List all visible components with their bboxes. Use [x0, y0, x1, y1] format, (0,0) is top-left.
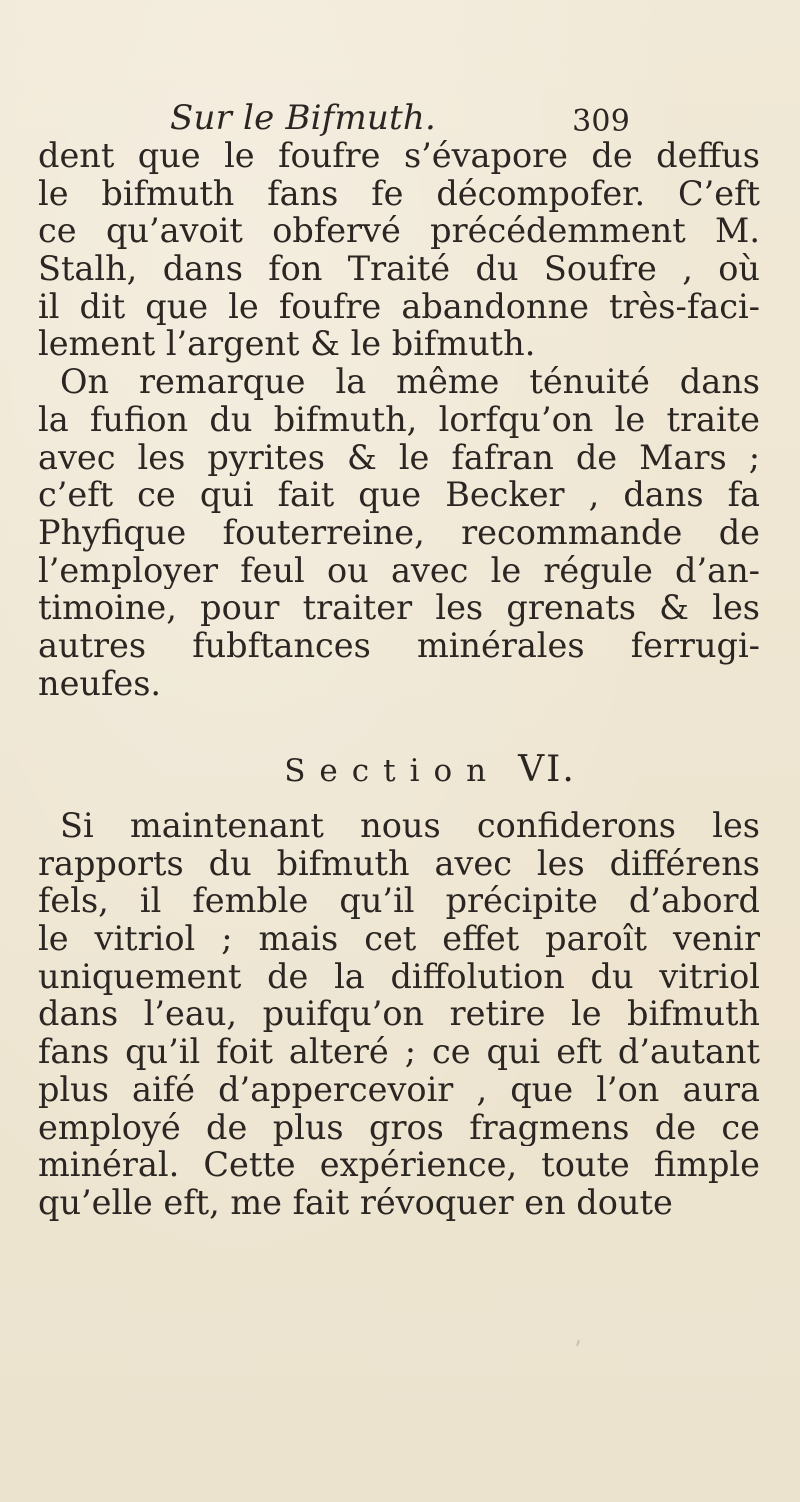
text-block-bottom [38, 807, 760, 1222]
text-line: dent que le foufre s’évapore de deffus [38, 137, 760, 175]
text-line: c’eft ce qui fait que Becker , dans fa [38, 476, 760, 514]
text-line: avec les pyrites & le fafran de Mars ; [38, 438, 760, 477]
text-line: il dit que le foufre abandonne très-faci- [38, 287, 760, 326]
text-line: fels, il femble qu’il précipite d’abord [38, 882, 760, 921]
text-line: rapports du bifmuth avec les différens [38, 844, 760, 883]
text-line: Phyfique fouterreine, recommande de [38, 513, 760, 552]
text-line: autres fubftances minérales ferrugi- [38, 626, 760, 665]
text-line: plus aifé d’appercevoir , que l’on aura [38, 1070, 760, 1109]
page-number: 309 [572, 104, 630, 139]
text-line: On remarque la même ténuité dans [60, 363, 760, 401]
text-line: timoine, pour traiter les grenats & les [38, 589, 760, 627]
text-line: ce qu’avoit obfervé précédemment M. [38, 212, 760, 251]
running-head [170, 98, 630, 138]
text-line: Si maintenant nous confiderons les [60, 807, 760, 845]
section-number: VI. [518, 749, 576, 790]
section-heading [0, 748, 800, 792]
text-line: neufes. [38, 664, 162, 703]
text-line: lement l’argent & le bifmuth. [38, 325, 536, 364]
text-line: minéral. Cette expérience, toute fimple [38, 1146, 760, 1184]
text-line: uniquement de la diffolution du vitriol [38, 957, 760, 996]
text-line: dans l’eau, puifqu’on retire le bifmuth [38, 995, 760, 1034]
text-block-top [38, 137, 760, 702]
text-line: le vitriol ; mais cet effet paroît venir [38, 920, 760, 958]
paragraph-2 [38, 363, 760, 702]
text-line: employé de plus gros fragmens de ce [38, 1108, 760, 1147]
text-line: qu’elle eft, me fait révoquer en doute [38, 1183, 673, 1222]
running-title: Sur le Bifmuth. [170, 98, 437, 138]
paragraph-3 [38, 807, 760, 1222]
text-line: le bifmuth fans fe décompofer. C’eft [38, 174, 760, 213]
text-line: Stalh, dans fon Traité du Soufre , où [38, 250, 760, 288]
text-line: l’employer feul ou avec le régule d’an- [38, 551, 760, 590]
paper-speck [576, 1340, 580, 1346]
paragraph-1 [38, 137, 760, 363]
text-line: la fufion du bifmuth, lorfqu’on le traite [38, 400, 760, 439]
text-line: fans qu’il foit alteré ; ce qui eft d’autant [38, 1033, 760, 1071]
section-word: Section [284, 753, 501, 789]
